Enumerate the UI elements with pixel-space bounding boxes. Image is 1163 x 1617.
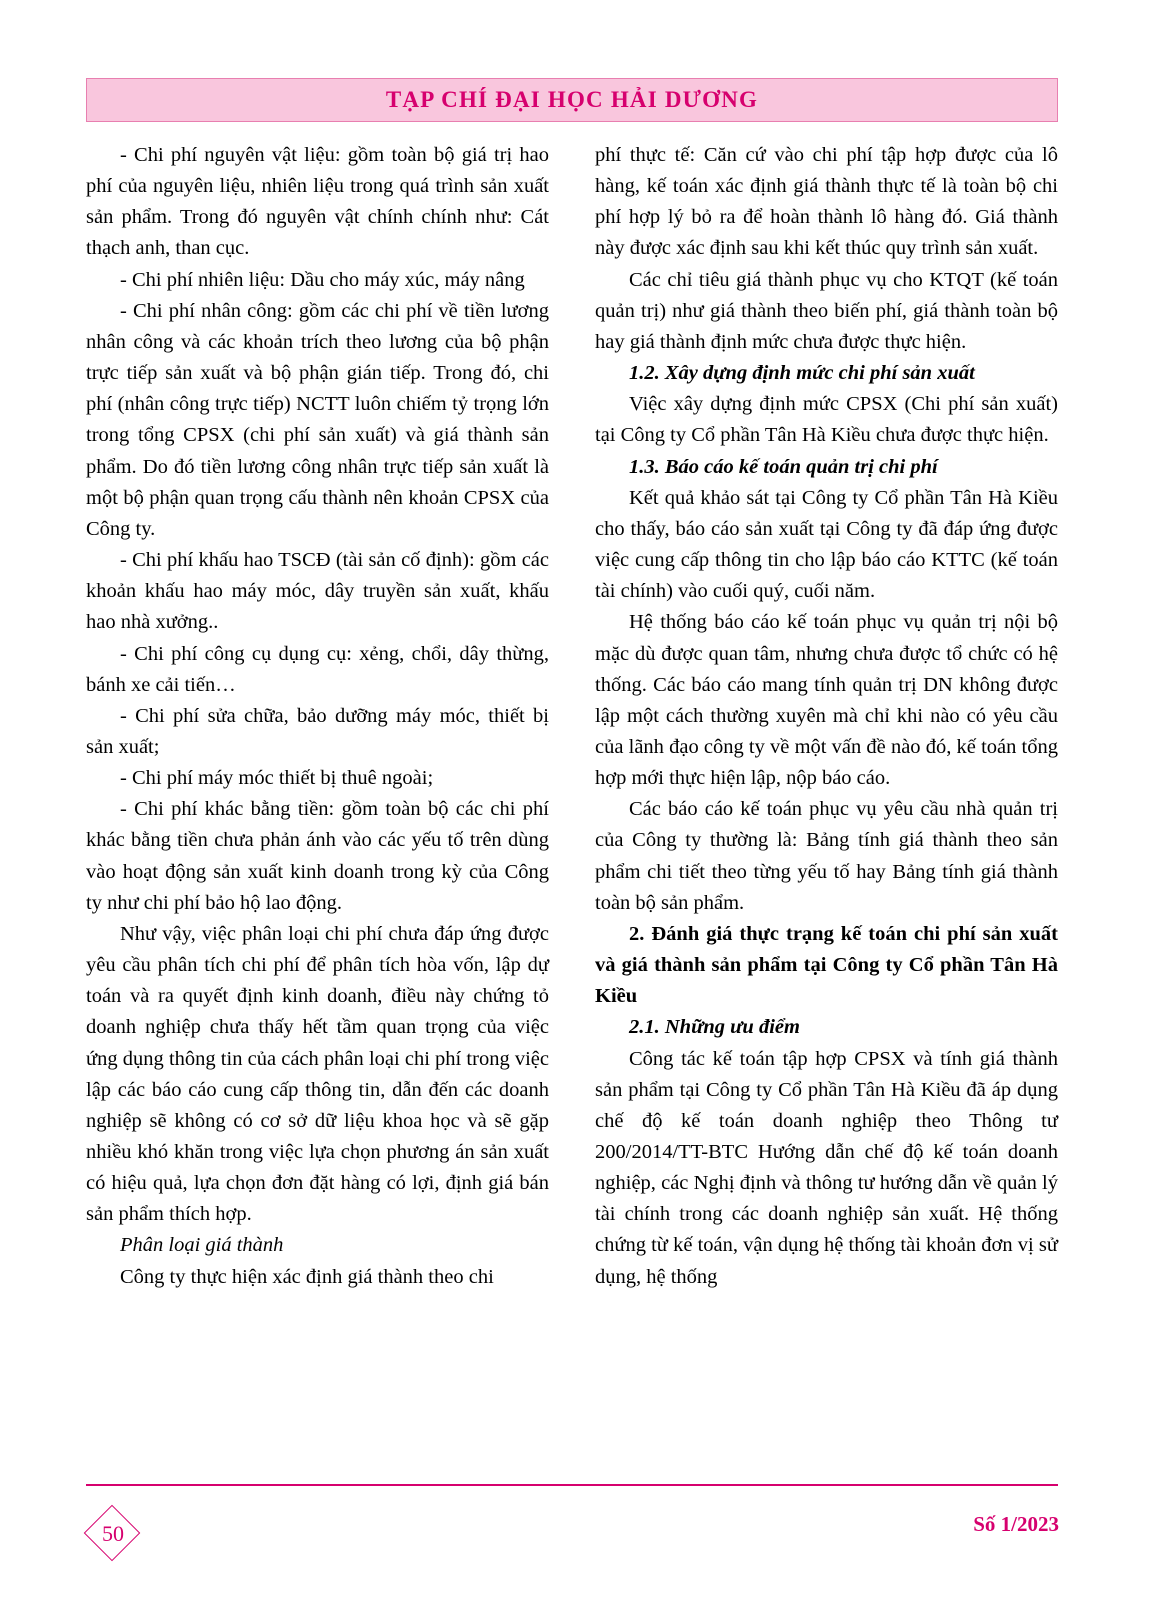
paragraph: - Chi phí nguyên vật liệu: gồm toàn bộ giá trị hao phí của nguyên liệu, nhiên liệu trong quá trình sản xuất sản phẩm. Trong đó nguyên vật chính chính như: Cát thạch anh, than cục. (86, 144, 549, 260)
section-heading-1-2: 1.2. Xây dựng định mức chi phí sản xuất (629, 362, 975, 385)
paragraph: - Chi phí công cụ dụng cụ: xẻng, chổi, dây thừng, bánh xe cải tiến… (86, 642, 549, 696)
section-heading-2-1: 2.1. Những ưu điểm (629, 1016, 800, 1039)
journal-title: TẠP CHÍ ĐẠI HỌC HẢI DƯƠNG (385, 87, 759, 112)
paragraph: Công tác kế toán tập hợp CPSX và tính giá thành sản phẩm tại Công ty Cổ phần Tân Hà Kiều đã áp dụng chế độ kế toán doanh nghiệp theo Thông tư 200/2014/TT-BTC Hướng dẫn chế độ kế toán doanh nghiệp, các Nghị định và thông tư hướng dẫn về quản lý tài chính trong các doanh nghiệp sản xuất. Hệ thống chứng từ kế toán, vận dụng hệ thống tài khoản đơn vị sử dụng, hệ thống (595, 1047, 1058, 1288)
paragraph: Kết quả khảo sát tại Công ty Cổ phần Tân Hà Kiều cho thấy, báo cáo sản xuất tại Công ty đã đáp ứng được việc cung cấp thông tin cho lập báo cáo KTTC (kế toán tài chính) vào cuối quý, cuối năm. (595, 486, 1058, 603)
paragraph: - Chi phí nhiên liệu: Dầu cho máy xúc, máy nâng (120, 268, 525, 291)
left-column (86, 140, 549, 1293)
paragraph: Việc xây dựng định mức CPSX (Chi phí sản xuất) tại Công ty Cổ phần Tân Hà Kiều chưa được thực hiện. (595, 393, 1058, 447)
paragraph: Như vậy, việc phân loại chi phí chưa đáp ứng được yêu cầu phân tích chi phí để phân tích hòa vốn, lập dự toán và ra quyết định kinh doanh, điều này chứng tỏ doanh nghiệp chưa thấy hết tầm quan trọng của việc ứng dụng thông tin của cách phân loại chi phí trong việc lập các báo cáo cung cấp thông tin, dẫn đến các doanh nghiệp sẽ không có cơ sở dữ liệu khoa học và sẽ gặp nhiều khó khăn trong việc lựa chọn phương án sản xuất có hiệu quả, lựa chọn đơn đặt hàng có lợi, định giá bán sản phẩm thích hợp. (86, 922, 549, 1226)
paragraph: - Chi phí nhân công: gồm các chi phí về tiền lương nhân công và các khoản trích theo lương của bộ phận trực tiếp sản xuất và bộ phận gián tiếp. Trong đó, chi phí (nhân công trực tiếp) NCTT luôn chiếm tỷ trọng lớn trong tổng CPSX (chi phí sản xuất) và giá thành sản phẩm. Do đó tiền lương công nhân trực tiếp sản xuất là một bộ phận quan trọng cấu thành nên khoản CPSX của Công ty. (86, 299, 549, 540)
paragraph: Công ty thực hiện xác định giá thành theo chi (120, 1265, 494, 1288)
footer-divider (86, 1484, 1058, 1486)
paragraph: - Chi phí khấu hao TSCĐ (tài sản cố định): gồm các khoản khấu hao máy móc, dây truyền sản xuất, khấu hao nhà xưởng.. (86, 549, 549, 634)
section-heading-1-3: 1.3. Báo cáo kế toán quản trị chi phí (629, 455, 938, 478)
paragraph: - Chi phí sửa chữa, bảo dưỡng máy móc, thiết bị sản xuất; (86, 704, 549, 758)
paragraph: Các báo cáo kế toán phục vụ yêu cầu nhà quản trị của Công ty thường là: Bảng tính giá thành theo sản phẩm chi tiết theo từng yếu tố hay Bảng tính giá thành toàn bộ sản phẩm. (595, 798, 1058, 914)
two-column-body (86, 140, 1058, 1293)
journal-header-banner (86, 78, 1058, 122)
paragraph: - Chi phí máy móc thiết bị thuê ngoài; (120, 767, 434, 790)
right-column (595, 140, 1058, 1293)
section-heading-2: 2. Đánh giá thực trạng kế toán chi phí sản xuất và giá thành sản phẩm tại Công ty Cổ phần Tân Hà Kiều (595, 922, 1058, 1008)
page-number: 50 (102, 1521, 124, 1546)
subheading-phan-loai-gia-thanh: Phân loại giá thành (120, 1234, 284, 1257)
paragraph-continuation: phí thực tế: Căn cứ vào chi phí tập hợp được của lô hàng, kế toán xác định giá thành thực tế là toàn bộ chi phí hợp lý bỏ ra để hoàn thành lô hàng đó. Giá thành này được xác định sau khi kết thúc quy trình sản xuất. (595, 144, 1058, 260)
issue-label: Số 1/2023 (973, 1512, 1059, 1536)
page-number-badge (82, 1508, 144, 1560)
paragraph: - Chi phí khác bằng tiền: gồm toàn bộ các chi phí khác bằng tiền chưa phản ánh vào các yếu tố trên dùng vào hoạt động sản xuất kinh doanh trong kỳ của Công ty như chi phí bảo hộ lao động. (86, 798, 549, 914)
paragraph: Các chỉ tiêu giá thành phục vụ cho KTQT (kế toán quản trị) như giá thành theo biến phí, giá thành toàn bộ hay giá thành định mức chưa được thực hiện. (595, 268, 1058, 353)
paragraph: Hệ thống báo cáo kế toán phục vụ quản trị nội bộ mặc dù được quan tâm, nhưng chưa được tổ chức có hệ thống. Các báo cáo mang tính quản trị DN không được lập một cách thường xuyên mà chỉ khi nào có yêu cầu của lãnh đạo công ty về một vấn đề nào đó, kế toán tổng hợp mới thực hiện lập, nộp báo cáo. (595, 611, 1058, 790)
